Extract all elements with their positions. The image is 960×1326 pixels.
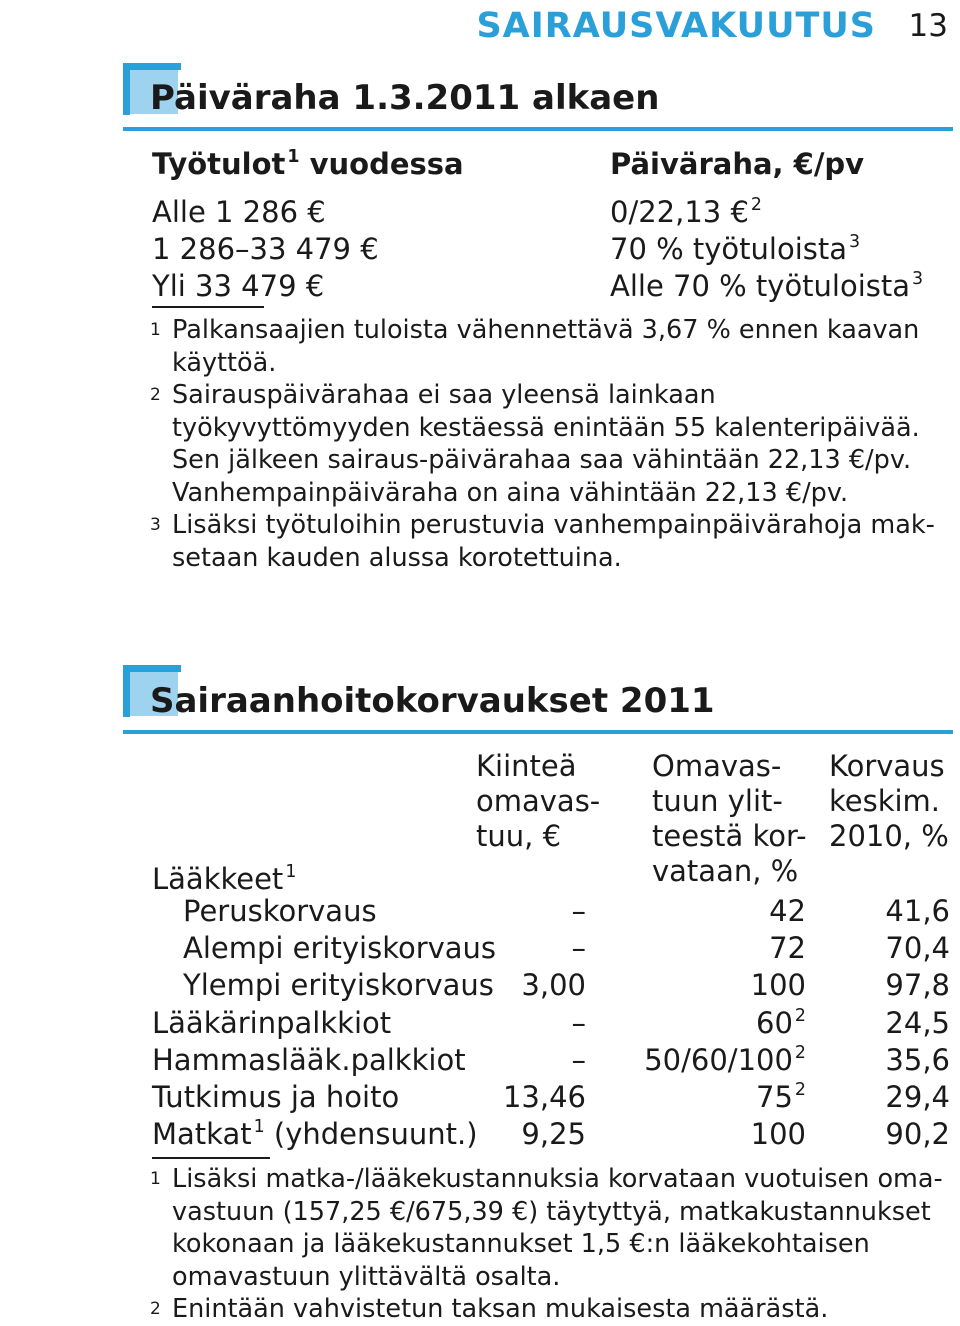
footnote-2: 2 Sairauspäivärahaa ei saa yleensä lainkaan työkyvyttömyyden kestäessä enintään 55 kalenteripäivää. Sen jälkeen sairaus-päivärahaa saa vähintään 22,13 €/pv. Vanhempainpäiväraha on aina vähintään 22,13 €/pv. xyxy=(150,380,920,508)
footnote-3: 3 Lisäksi työtuloihin perustuvia vanhempainpäivärahoja mak-setaan kauden alussa korotettuina. xyxy=(150,510,935,573)
section-marker-horizontal xyxy=(123,63,181,70)
row-label: Matkat $^1$ (yhdensuunt.) xyxy=(152,1116,478,1151)
cell-fixed: 9,25 xyxy=(521,1117,586,1151)
section-divider xyxy=(123,127,953,131)
cell-fixed: – xyxy=(571,1043,586,1077)
cell-avg: 41,6 xyxy=(885,894,950,928)
footnote-2: 2 Enintään vahvistetun taksan mukaisesta määrästä. xyxy=(150,1294,829,1324)
cell-fixed: – xyxy=(571,894,586,928)
cell-fixed: – xyxy=(571,1006,586,1040)
income-row-3: Yli 33 479 € xyxy=(152,269,325,303)
column-header-average-reimbursement: Korvaus keskim. 2010, % xyxy=(829,749,949,853)
cell-pct: 75 $^2$ xyxy=(756,1079,806,1114)
cell-fixed: 13,46 xyxy=(502,1080,586,1114)
cell-pct: 60 $^2$ xyxy=(756,1005,806,1040)
cell-pct: 100 xyxy=(750,1117,806,1151)
group-label-medicines: Lääkkeet $^1$ xyxy=(152,861,297,896)
column-header-income: Työtulot $^1$ vuodessa xyxy=(152,146,464,181)
section-marker-horizontal xyxy=(123,665,181,672)
section-marker-vertical xyxy=(123,665,130,717)
section-header-title: SAIRAUSVAKUUTUS xyxy=(476,6,876,46)
cell-avg: 24,5 xyxy=(885,1006,950,1040)
cell-fixed: – xyxy=(571,931,586,965)
row-label: Lääkärinpalkkiot xyxy=(152,1006,392,1040)
row-label: Peruskorvaus xyxy=(183,894,377,928)
cell-avg: 29,4 xyxy=(885,1080,950,1114)
cell-avg: 35,6 xyxy=(885,1043,950,1077)
page-number: 13 xyxy=(908,8,948,44)
cell-avg: 70,4 xyxy=(885,931,950,965)
section-divider xyxy=(123,730,953,734)
allowance-row-2: 70 % työtuloista $^3$ xyxy=(610,231,861,266)
cell-pct: 100 xyxy=(750,968,806,1002)
row-label: Alempi erityiskorvaus xyxy=(183,931,497,965)
column-header-fixed-deductible: Kiinteä omavas- tuu, € xyxy=(476,749,601,853)
footnote-1: 1 Palkansaajien tuloista vähennettävä 3,67 % ennen kaavan käyttöä. xyxy=(150,315,920,378)
cell-avg: 90,2 xyxy=(885,1117,950,1151)
section-marker-vertical xyxy=(123,63,130,115)
allowance-row-3: Alle 70 % työtuloista $^3$ xyxy=(610,268,924,303)
footnote-rule xyxy=(152,306,264,308)
allowance-row-1: 0/22,13 € $^2$ xyxy=(610,194,762,229)
row-label: Tutkimus ja hoito xyxy=(152,1080,400,1114)
income-row-1: Alle 1 286 € xyxy=(152,195,326,229)
section-title-paivaraha: Päiväraha 1.3.2011 alkaen xyxy=(150,78,660,118)
row-label: Hammaslääk.palkkiot xyxy=(152,1043,466,1077)
cell-pct: 50/60/100 $^2$ xyxy=(644,1042,806,1077)
footnote-rule xyxy=(152,1157,270,1159)
income-row-2: 1 286–33 479 € xyxy=(152,232,379,266)
cell-avg: 97,8 xyxy=(885,968,950,1002)
row-label: Ylempi erityiskorvaus xyxy=(183,968,494,1002)
column-header-allowance: Päiväraha, €/pv xyxy=(610,147,865,181)
cell-fixed: 3,00 xyxy=(521,968,586,1002)
cell-pct: 42 xyxy=(769,894,806,928)
cell-pct: 72 xyxy=(769,931,806,965)
column-header-reimbursed-percent: Omavas- tuun ylit- teestä kor- vataan, % xyxy=(652,749,807,888)
section-title-korvaukset: Sairaanhoitokorvaukset 2011 xyxy=(150,681,715,721)
footnote-1: 1 Lisäksi matka-/lääkekustannuksia korvataan vuotuisen oma-vastuun (157,25 €/675,39 €) täytyttyä, matkakustannukset kokonaan ja lääkekustannukset 1,5 €:n lääkekohtaisen omavastuun ylittävältä osalta. xyxy=(150,1164,943,1292)
